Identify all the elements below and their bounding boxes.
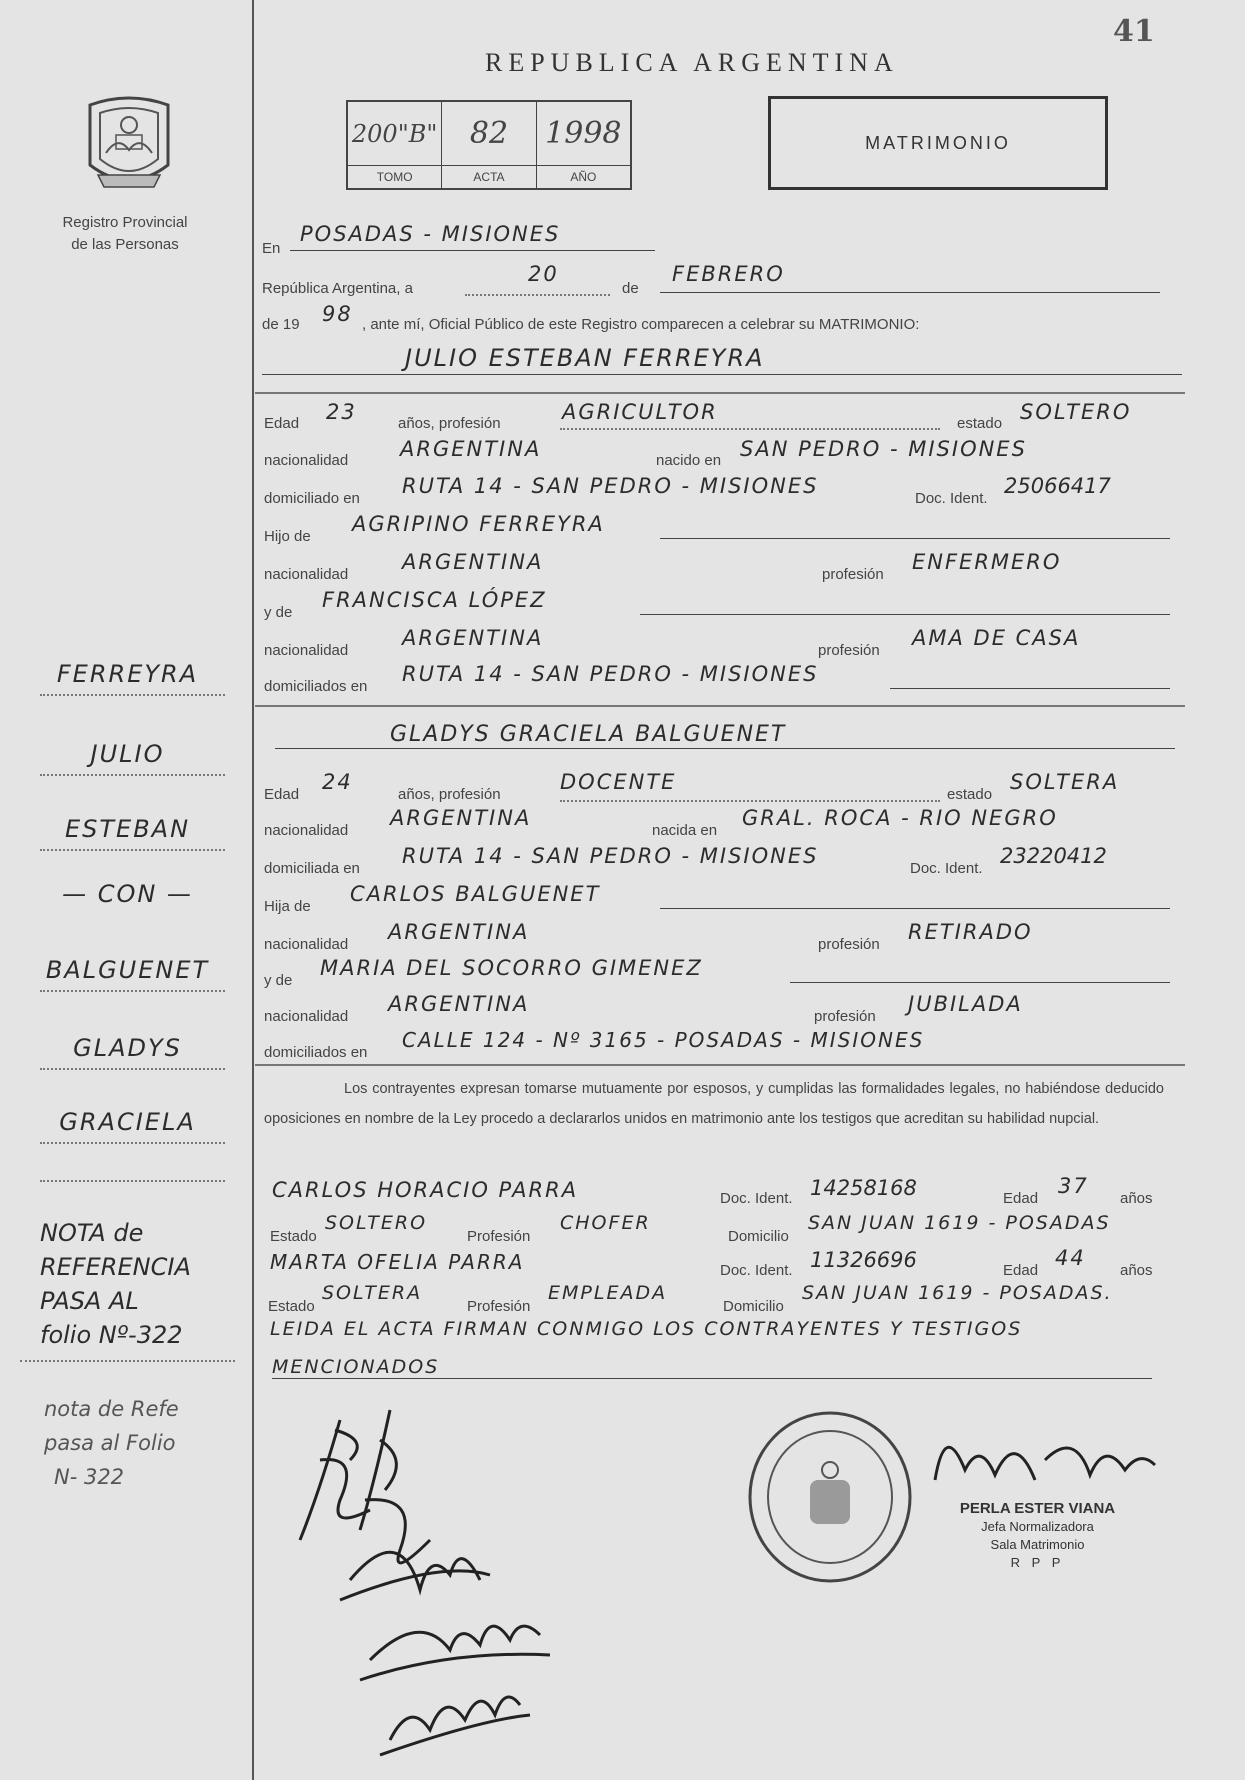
note2-line: nota de Refe: [44, 1397, 179, 1421]
registry-line-1: Registro Provincial: [62, 214, 188, 231]
bride-parents-dom-label: domiciliados en: [264, 1044, 368, 1061]
witness2-profession: EMPLEADA: [548, 1282, 668, 1304]
separator: [255, 705, 1185, 707]
bride-edad-label: Edad: [264, 786, 300, 803]
groom-nac-label: nacionalidad: [264, 452, 349, 469]
bride-doc: 23220412: [1000, 844, 1107, 868]
margin-divider: [252, 0, 254, 1780]
witness1-status: SOLTERO: [325, 1212, 428, 1234]
margin-line: [40, 1180, 225, 1182]
separator: [255, 392, 1185, 394]
groom-nacido-label: nacido en: [656, 452, 722, 469]
bride-mother-nat: ARGENTINA: [388, 992, 530, 1016]
official-dept: Sala Matrimonio: [990, 1537, 1085, 1552]
bride-father: CARLOS BALGUENET: [350, 882, 601, 906]
groom-parents-address: RUTA 14 - SAN PEDRO - MISIONES: [402, 662, 819, 686]
de19-label: de 19: [262, 316, 300, 333]
margin-line: [40, 1068, 225, 1070]
bride-doc-label: Doc. Ident.: [910, 860, 983, 877]
bride-name: GLADYS GRACIELA BALGUENET: [390, 722, 787, 747]
groom-mother-prof-label: profesión: [818, 642, 880, 659]
bride-address: RUTA 14 - SAN PEDRO - MISIONES: [402, 844, 819, 868]
margin-line: [40, 990, 225, 992]
margin-note-1: [40, 1216, 191, 1352]
groom-father-nac-label: nacionalidad: [264, 566, 349, 583]
anio-label: AÑO: [537, 165, 630, 188]
acta-value: 82: [469, 116, 509, 151]
margin-name-7: GRACIELA: [59, 1108, 196, 1136]
acta-cell: [442, 102, 536, 188]
groom-status: SOLTERO: [1020, 400, 1132, 424]
bride-yde-label: y de: [264, 972, 293, 989]
de-label: de: [622, 280, 639, 297]
witness2-name: MARTA OFELIA PARRA: [270, 1250, 525, 1274]
margin-line: [20, 1360, 235, 1362]
groom-yde-label: y de: [264, 604, 293, 621]
year-value: 98: [322, 302, 353, 326]
witness1-prof-label: Profesión: [467, 1228, 531, 1245]
groom-father-prof: ENFERMERO: [912, 550, 1062, 574]
bride-prof-dots: [560, 800, 940, 802]
bride-mother-line: [790, 982, 1170, 983]
groom-parents-line: [890, 688, 1170, 689]
bride-father-nat: ARGENTINA: [388, 920, 530, 944]
bride-parents-address: CALLE 124 - Nº 3165 - POSADAS - MISIONES: [402, 1028, 925, 1052]
bride-nac-label: nacionalidad: [264, 822, 349, 839]
witness2-estado-label: Estado: [268, 1298, 315, 1315]
tomo-label: TOMO: [348, 165, 441, 188]
groom-parents-dom-label: domiciliados en: [264, 678, 368, 695]
groom-mother-prof: AMA DE CASA: [912, 626, 1081, 650]
groom-name: JULIO ESTEBAN FERREYRA: [405, 344, 765, 372]
note1-line: folio Nº-322: [40, 1321, 183, 1349]
margin-line: [40, 1142, 225, 1144]
witness2-status: SOLTERA: [322, 1282, 423, 1304]
witness2-doc: 11326696: [810, 1248, 917, 1272]
witness2-address: SAN JUAN 1619 - POSADAS.: [802, 1282, 1113, 1304]
witness1-age: 37: [1058, 1174, 1089, 1198]
margin-note-2: [44, 1392, 179, 1494]
groom-profession: AGRICULTOR: [562, 400, 718, 424]
note1-line: PASA AL: [40, 1287, 139, 1315]
groom-address: RUTA 14 - SAN PEDRO - MISIONES: [402, 474, 819, 498]
bride-father-prof-label: profesión: [818, 936, 880, 953]
witness2-anios-label: años: [1120, 1262, 1153, 1279]
bride-hija-label: Hija de: [264, 898, 311, 915]
bride-nationality: ARGENTINA: [390, 806, 532, 830]
witness2-doc-label: Doc. Ident.: [720, 1262, 793, 1279]
margin-name-2: JULIO: [90, 740, 165, 768]
margin-name-1: FERREYRA: [56, 660, 199, 688]
folio-number: 41: [1113, 14, 1155, 49]
acta-reference-box: [346, 100, 632, 190]
legal-formula: Los contrayentes expresan tomarse mutuamente por esposos, y cumplidas las formalidades legales, no habiéndose deducido oposiciones en nombre de la Ley procedo a declararlos unidos en matrimonio ante los testigos que acreditan su habilidad nupcial.: [264, 1081, 1164, 1127]
bride-father-nac-label: nacionalidad: [264, 936, 349, 953]
tomo-cell: [348, 102, 442, 188]
acta-label: ACTA: [442, 165, 535, 188]
margin-line: [40, 774, 225, 776]
document-type-box: MATRIMONIO: [768, 96, 1108, 190]
place-line: [290, 250, 655, 251]
witness1-dom-label: Domicilio: [728, 1228, 789, 1245]
groom-mother-nac-label: nacionalidad: [264, 642, 349, 659]
margin-line: [40, 849, 225, 851]
witness1-estado-label: Estado: [270, 1228, 317, 1245]
bride-born-in: GRAL. ROCA - RIO NEGRO: [742, 806, 1058, 830]
en-label: En: [262, 240, 281, 257]
note2-line: pasa al Folio: [44, 1431, 176, 1455]
bride-dom-label: domiciliada en: [264, 860, 360, 877]
witness2-age: 44: [1055, 1246, 1086, 1270]
groom-father-line: [660, 538, 1170, 539]
margin-name-4: — CON —: [62, 880, 193, 908]
groom-father-nat: ARGENTINA: [402, 550, 544, 574]
bride-mother: MARIA DEL SOCORRO GIMENEZ: [320, 956, 703, 980]
bride-mother-nac-label: nacionalidad: [264, 1008, 349, 1025]
registry-line-2: de las Personas: [71, 236, 179, 253]
groom-nationality: ARGENTINA: [400, 437, 542, 461]
witness1-edad-label: Edad: [1003, 1190, 1039, 1207]
groom-age: 23: [326, 400, 357, 424]
ante-text: , ante mí, Oficial Público de este Registro comparecen a celebrar su MATRIMONIO:: [362, 316, 920, 333]
groom-name-line: [262, 374, 1182, 375]
official-title: Jefa Normalizadora: [981, 1519, 1094, 1534]
witness1-address: SAN JUAN 1619 - POSADAS: [808, 1212, 1111, 1234]
witness1-name: CARLOS HORACIO PARRA: [272, 1178, 579, 1202]
day-value: 20: [528, 262, 559, 286]
bride-estado-label: estado: [947, 786, 993, 803]
bride-status: SOLTERA: [1010, 770, 1120, 794]
groom-doc-label: Doc. Ident.: [915, 490, 988, 507]
note2-line: N- 322: [54, 1465, 125, 1489]
separator: [255, 1064, 1185, 1066]
margin-line: [40, 694, 225, 696]
bride-mother-prof: JUBILADA: [908, 992, 1023, 1016]
witness2-prof-label: Profesión: [467, 1298, 531, 1315]
month-line: [660, 292, 1160, 293]
groom-father-prof-label: profesión: [822, 566, 884, 583]
bride-mother-prof-label: profesión: [814, 1008, 876, 1025]
witness2-dom-label: Domicilio: [723, 1298, 784, 1315]
official-signature-icon: [925, 1420, 1165, 1510]
witness1-anios-label: años: [1120, 1190, 1153, 1207]
tomo-value: 200"B": [351, 120, 438, 148]
groom-mother-line: [640, 614, 1170, 615]
closing-line-2: MENCIONADOS: [272, 1356, 440, 1378]
groom-estado-label: estado: [957, 415, 1003, 432]
margin-name-3: ESTEBAN: [64, 815, 191, 843]
witness1-doc: 14258168: [810, 1176, 917, 1200]
groom-dom-label: domiciliado en: [264, 490, 360, 507]
groom-hijo-label: Hijo de: [264, 528, 311, 545]
note1-line: REFERENCIA: [40, 1253, 191, 1281]
margin-name-6: GLADYS: [73, 1034, 182, 1062]
bride-father-prof: RETIRADO: [908, 920, 1033, 944]
groom-doc: 25066417: [1004, 474, 1111, 498]
day-dots: [465, 294, 610, 296]
registry-name: [30, 212, 220, 256]
month-value: FEBRERO: [672, 262, 785, 286]
groom-profesion-label: años, profesión: [398, 415, 501, 432]
witness1-profession: CHOFER: [560, 1212, 651, 1234]
closing-line: [272, 1378, 1152, 1379]
bride-profesion-label: años, profesión: [398, 786, 501, 803]
bride-name-line: [275, 748, 1175, 749]
anio-cell: [537, 102, 630, 188]
margin-name-5: BALGUENET: [45, 956, 210, 984]
signatures-contrayentes-icon: [280, 1400, 620, 1770]
groom-mother-nat: ARGENTINA: [402, 626, 544, 650]
anio-value: 1998: [545, 116, 622, 151]
witness1-doc-label: Doc. Ident.: [720, 1190, 793, 1207]
official-seal-icon: [745, 1410, 915, 1585]
groom-born-in: SAN PEDRO - MISIONES: [740, 437, 1027, 461]
groom-prof-dots: [560, 428, 940, 430]
bride-nacida-label: nacida en: [652, 822, 718, 839]
groom-father: AGRIPINO FERREYRA: [352, 512, 605, 536]
page-title: REPUBLICA ARGENTINA: [485, 48, 899, 77]
place-value: POSADAS - MISIONES: [300, 222, 561, 246]
bride-father-line: [660, 908, 1170, 909]
closing-line-1: LEIDA EL ACTA FIRMAN CONMIGO LOS CONTRAYENTES Y TESTIGOS: [270, 1318, 1023, 1340]
republica-label: República Argentina, a: [262, 280, 413, 297]
note1-line: NOTA de: [40, 1219, 144, 1247]
groom-mother: FRANCISCA LÓPEZ: [322, 588, 547, 612]
official-abbr: R P P: [1010, 1555, 1065, 1570]
witness2-edad-label: Edad: [1003, 1262, 1039, 1279]
official-name: PERLA ESTER VIANA: [959, 1500, 1116, 1517]
provincial-crest-icon: [80, 95, 178, 195]
groom-edad-label: Edad: [264, 415, 300, 432]
bride-profession: DOCENTE: [560, 770, 677, 794]
bride-age: 24: [322, 770, 353, 794]
official-stamp: [930, 1500, 1145, 1572]
